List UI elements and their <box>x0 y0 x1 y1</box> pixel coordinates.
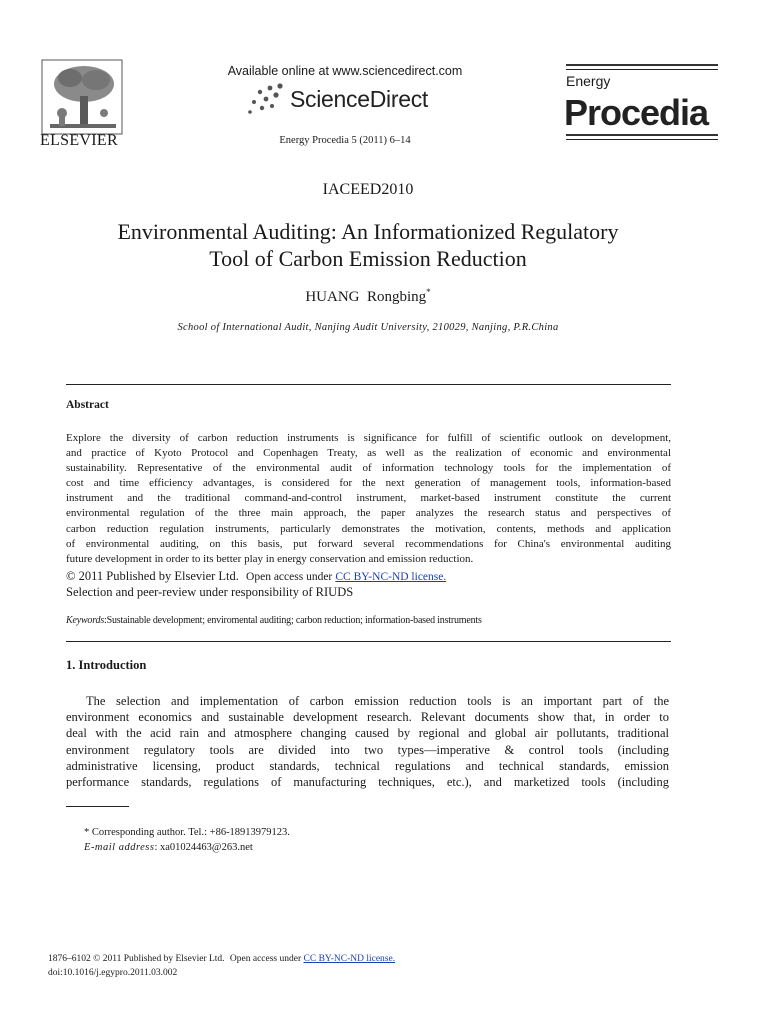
elsevier-logo <box>40 58 124 136</box>
procedia-bottom-rule-1 <box>566 134 718 136</box>
journal-citation: Energy Procedia 5 (2011) 6–14 <box>279 135 411 146</box>
journal-small-name: Energy <box>566 73 611 89</box>
abstract-line: Explore the diversity of carbon reduction instruments is significance for fulfill of scientific outlook on development, <box>66 432 671 444</box>
bottom-license-link[interactable]: CC BY-NC-ND license. <box>303 954 396 964</box>
abstract-line: future development in order to its better play in energy conservation and emission reduction. <box>66 552 474 565</box>
abstract-heading: Abstract <box>66 399 109 411</box>
abstract-top-rule <box>66 384 671 385</box>
sciencedirect-dots-icon <box>244 80 288 118</box>
author-mark: * <box>426 287 431 297</box>
publisher-name: ELSEVIER <box>40 132 118 149</box>
keywords-label: Keywords <box>66 615 105 626</box>
sciencedirect-wordmark: ScienceDirect <box>290 86 428 112</box>
paper-title-line1: Environmental Auditing: An Informationized Regulatory <box>117 219 619 244</box>
available-online: Available online at www.sciencedirect.com <box>227 64 463 78</box>
keywords-line <box>66 615 482 626</box>
issn-line <box>48 954 395 964</box>
author-name: HUANG Rongbing <box>305 289 427 305</box>
conference-name: IACEED2010 <box>322 181 414 198</box>
introduction-line: environment economics and sustainable development research. Relevant documents show that, in order to <box>66 710 669 725</box>
abstract-line: carbon reduction regulation instruments, particularly demonstrates the motivation, contents, methods and application <box>66 522 671 535</box>
paper-title-line2: Tool of Carbon Emission Reduction <box>209 246 527 271</box>
introduction-line: performance standards, regulations of manufacturing techniques, etc.), and marketized tools (including <box>66 775 669 790</box>
introduction-heading: 1. Introduction <box>66 658 147 672</box>
corresponding-author: * Corresponding author. Tel.: +86-18913979123. <box>84 827 290 838</box>
keywords-text: :Sustainable development; enviromental auditing; carbon reduction; information-based instruments <box>104 615 482 626</box>
introduction-line: administrative licensing, product standards, technical regulations and technical standards, emission <box>66 758 669 773</box>
abstract-line: instrument and the traditional command-and-control instrument, market-based instrument constitute the current <box>66 492 671 505</box>
affiliation: School of International Audit, Nanjing Audit University, 210029, Nanjing, P.R.China <box>177 322 559 333</box>
doi-line: doi:10.1016/j.egypro.2011.03.002 <box>48 968 178 978</box>
abstract-bottom-rule <box>66 641 671 642</box>
copyright-line <box>66 569 446 584</box>
email-label: E-mail address <box>84 842 155 853</box>
journal-big-name: Procedia <box>564 92 709 133</box>
abstract-line: environmental regulation of the three main approach, the paper analyzes the research status and perspectives of <box>66 507 671 520</box>
bottom-open-access: Open access under <box>229 954 302 964</box>
abstract-line: sustainability. Representative of the environmental audit of information technology tools for the implementation of <box>66 462 671 475</box>
abstract-line: cost and time efficiency advantages, is considered for the next generation of management tools, information-based <box>66 477 671 490</box>
abstract-line: and practice of Kyoto Protocol and Copenhagen Treaty, as well as the realization of economic and environmental <box>66 447 671 460</box>
open-access-text: Open access under <box>246 571 333 583</box>
introduction-body <box>66 693 669 790</box>
license-link[interactable]: CC BY-NC-ND license. <box>335 571 447 583</box>
procedia-top-rule-2 <box>566 69 718 70</box>
author-line <box>0 287 736 306</box>
abstract-body <box>66 431 671 567</box>
sciencedirect-logo <box>244 80 464 120</box>
footnote-rule <box>66 806 129 807</box>
email-address: : xa01024463@263.net <box>154 842 253 853</box>
issn-text: 1876–6102 © 2011 Published by Elsevier Ltd. <box>48 954 225 964</box>
email-line <box>84 842 253 853</box>
introduction-line: The selection and implementation of carbon emission reduction tools is an important part of the <box>86 694 669 708</box>
introduction-line: environment regulatory tools are divided into two types—imperative & control tools (including <box>66 742 669 757</box>
peer-review-line: Selection and peer-review under responsibility of RIUDS <box>66 585 354 599</box>
elsevier-tree-icon <box>40 58 124 136</box>
abstract-line: of environmental auditing, on this basis, put forward several recommendations for China's environmental auditing <box>66 537 671 550</box>
copyright-text: © 2011 Published by Elsevier Ltd. <box>66 569 239 583</box>
procedia-bottom-rule-2 <box>566 139 718 140</box>
introduction-line: deal with the acid rain and atmosphere changing caused by regional and global air pollutants, traditional <box>66 726 669 741</box>
procedia-top-rule-1 <box>566 64 718 66</box>
